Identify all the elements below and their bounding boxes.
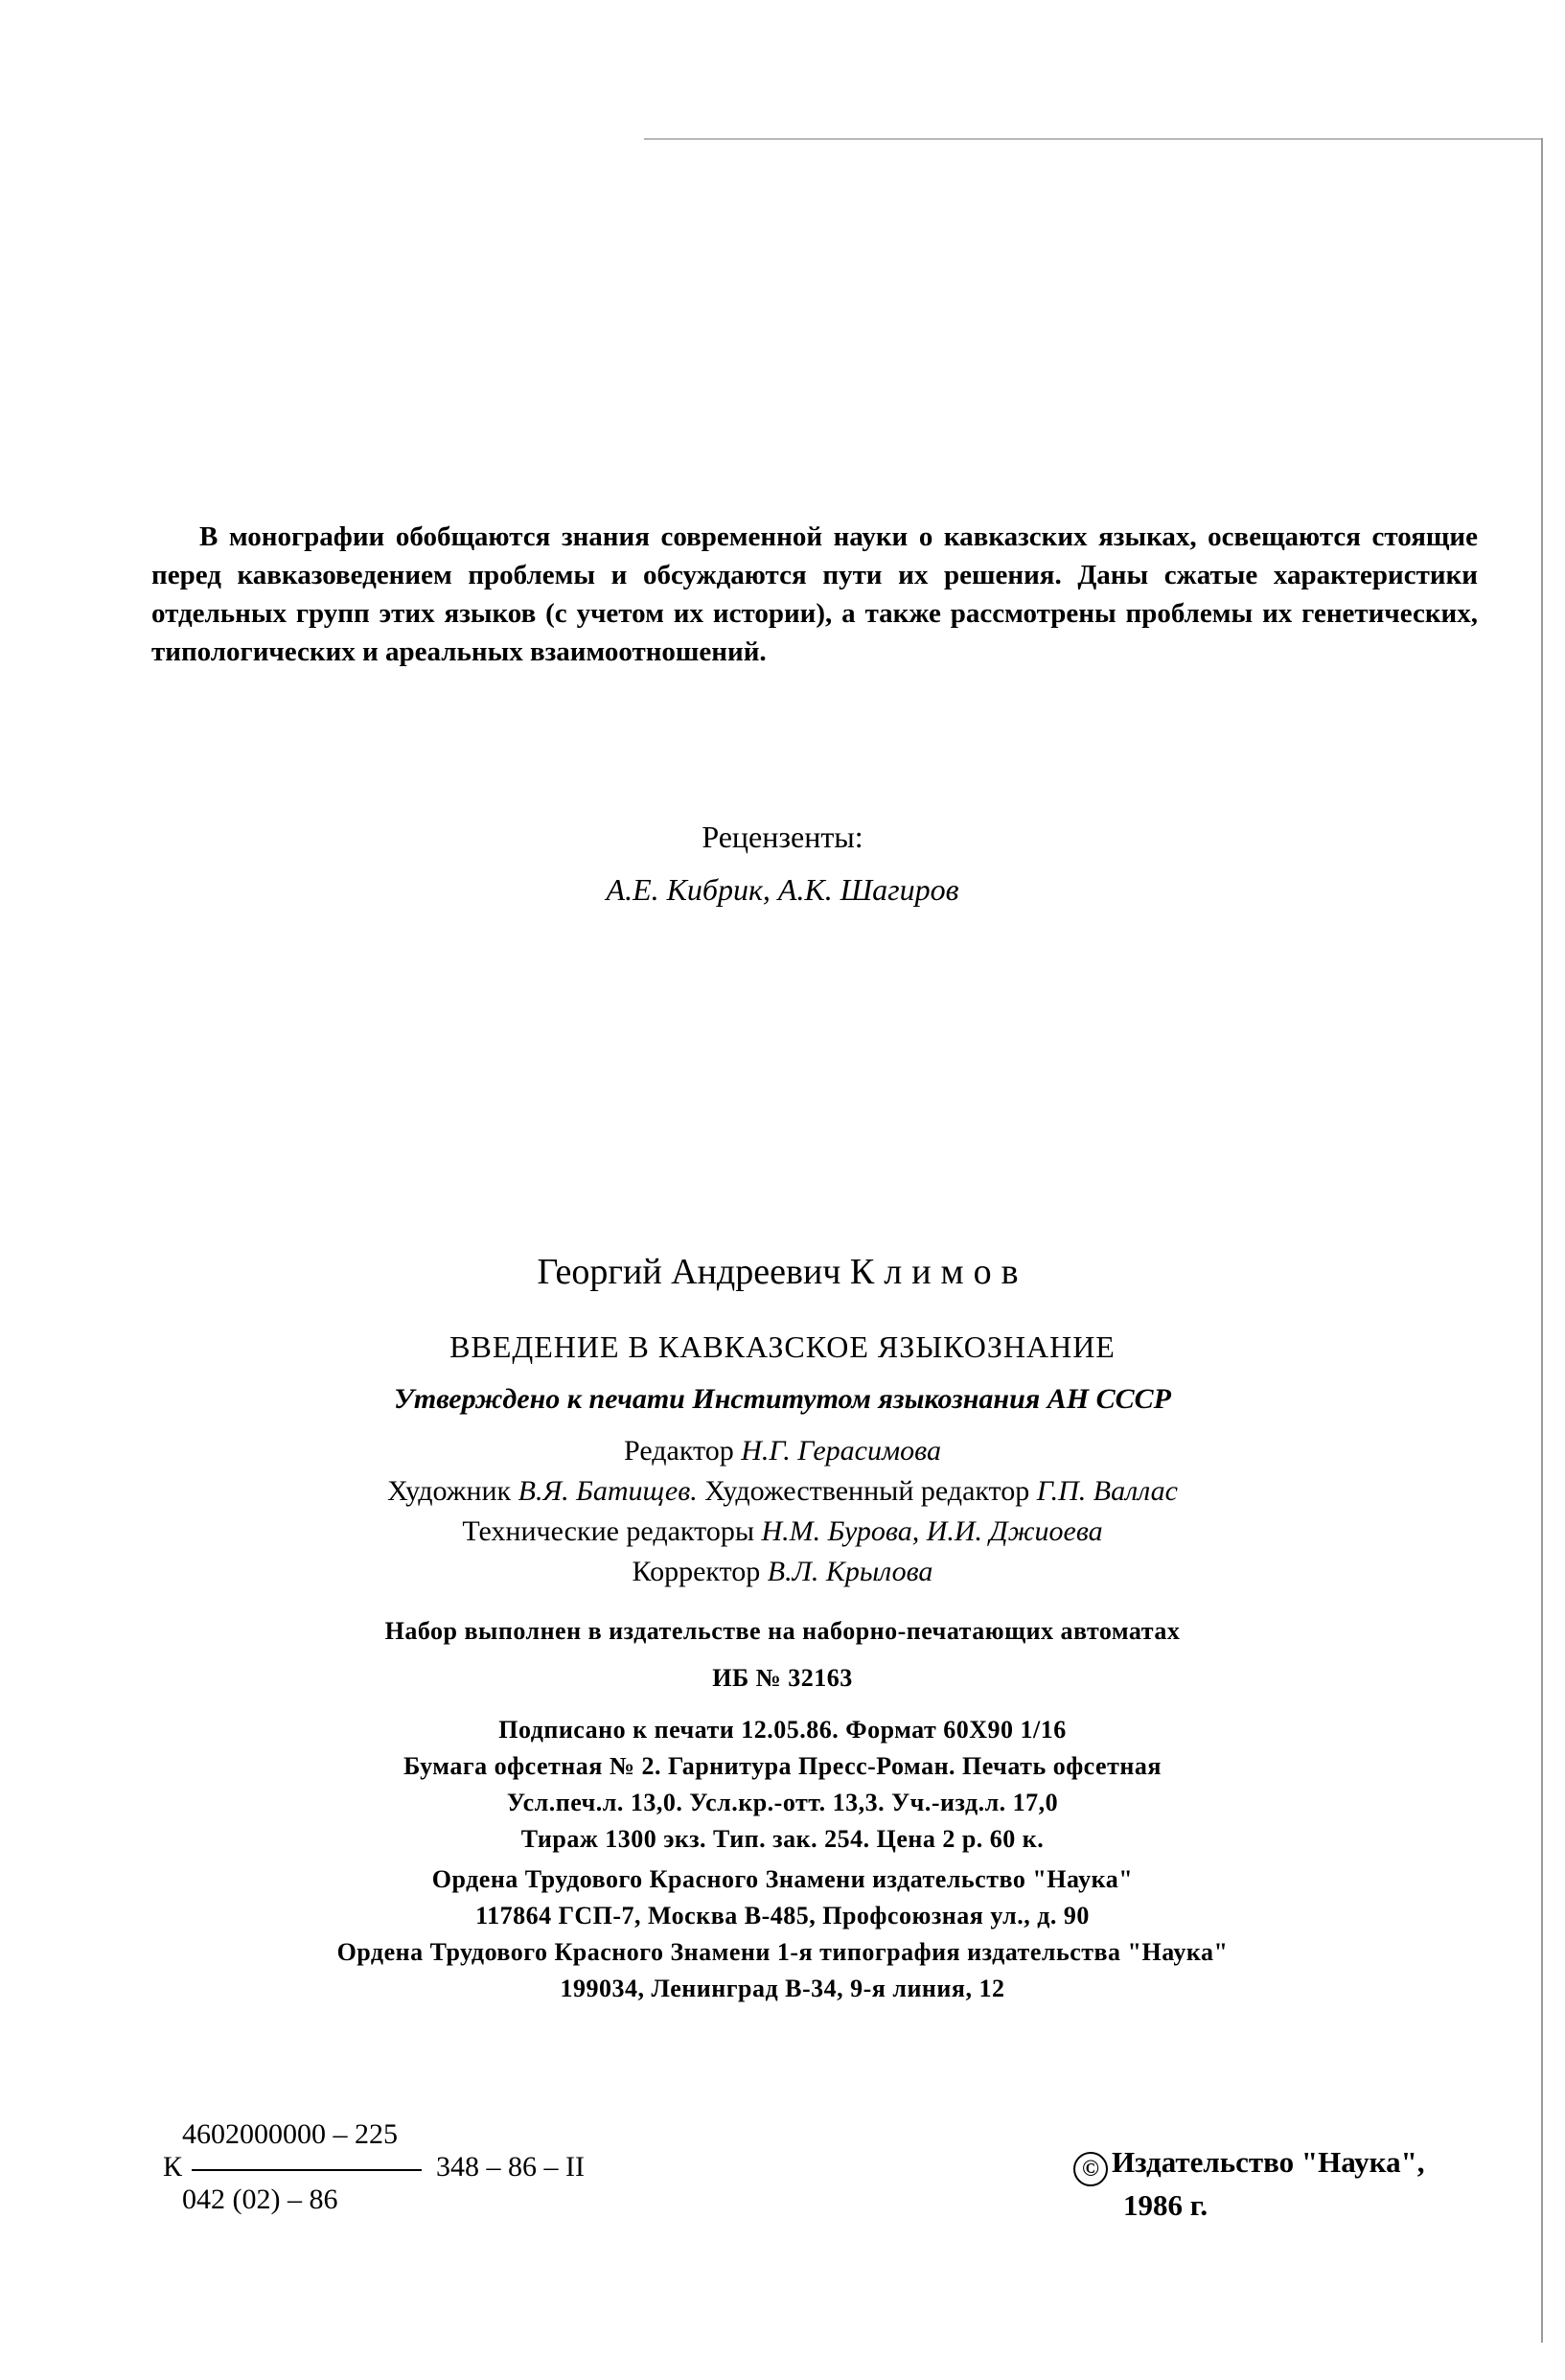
publisher-name: Ордена Трудового Красного Знамени издательство "Наука" — [431, 1865, 1134, 1893]
copyright-icon: © — [1073, 2152, 1108, 2186]
tech-editors-names: Н.М. Бурова, И.И. Джиоева — [761, 1515, 1103, 1547]
publisher-block — [0, 1861, 1565, 2007]
print-specs — [0, 1712, 1565, 1858]
approval-statement: Утверждено к печати Институтом языкознания АН СССР — [394, 1383, 1171, 1415]
paper-and-font: Бумага офсетная № 2. Гарнитура Пресс-Роман. Печать офсетная — [403, 1752, 1162, 1780]
editor-role: Редактор — [624, 1435, 734, 1467]
artist-name: В.Я. Батищев. — [518, 1475, 698, 1507]
classification-code — [163, 2118, 661, 2214]
printer-name: Ордена Трудового Красного Знамени 1-я типография издательства "Наука" — [336, 1938, 1229, 1966]
credit-editor — [0, 1431, 1565, 1471]
credit-tech-editors — [0, 1512, 1565, 1552]
tech-editors-role: Технические редакторы — [462, 1515, 754, 1547]
credit-proofreader — [0, 1552, 1565, 1592]
copyright-year: 1986 г. — [1123, 2188, 1208, 2222]
ib-number: ИБ № 32163 — [712, 1664, 853, 1692]
abstract-text: В монографии обобщаются знания современной науки о кавказских языках, освещаются стоящие перед кавказоведением проблемы и обсуждаются пути их решения. Даны сжатые характеристики отдельных групп этих языков (с учетом их истории), а также рассмотрены проблемы их генетических, типологических и ареальных взаимоотношений. — [151, 521, 1478, 667]
signed-for-print: Подписано к печати 12.05.86. Формат 60Х90 1/16 — [498, 1716, 1067, 1744]
publisher-address: 117864 ГСП-7, Москва В-485, Профсоюзная ул., д. 90 — [475, 1902, 1090, 1929]
author-given-names: Георгий Андреевич — [537, 1252, 841, 1292]
proofreader-role: Корректор — [632, 1556, 761, 1587]
reviewers-names: А.Е. Кибрик, А.К. Шагиров — [606, 872, 959, 907]
proofreader-name: В.Л. Крылова — [767, 1556, 933, 1587]
copyright-holder: Издательство "Наука", — [1112, 2145, 1425, 2179]
credit-artist — [0, 1471, 1565, 1512]
code-prefix: К — [163, 2151, 183, 2183]
code-fraction-bar — [192, 2169, 422, 2171]
typesetting-note: Набор выполнен в издательстве на наборно-печатающих автоматах — [384, 1617, 1181, 1645]
code-suffix: 348 – 86 – II — [436, 2151, 585, 2183]
copyright — [1073, 2143, 1425, 2225]
page-edge-top — [644, 138, 1543, 140]
art-editor-role: Художественный редактор — [704, 1475, 1030, 1507]
author-surname: Климов — [849, 1252, 1028, 1292]
book-title: ВВЕДЕНИЕ В КАВКАЗСКОЕ ЯЗЫКОЗНАНИЕ — [449, 1329, 1116, 1364]
code-numerator: 4602000000 – 225 — [182, 2118, 398, 2150]
print-run-and-price: Тираж 1300 экз. Тип. зак. 254. Цена 2 р. 60 к. — [520, 1825, 1045, 1853]
printer-address: 199034, Ленинград В-34, 9-я линия, 12 — [560, 1975, 1005, 2002]
credits — [0, 1431, 1565, 1592]
artist-role: Художник — [387, 1475, 512, 1507]
code-denominator: 042 (02) – 86 — [182, 2184, 338, 2215]
printed-sheets: Усл.печ.л. 13,0. Усл.кр.-отт. 13,3. Уч.-изд.л. 17,0 — [506, 1789, 1059, 1816]
editor-name: Н.Г. Герасимова — [741, 1435, 941, 1467]
page-edge-right — [1541, 138, 1543, 2343]
reviewers-label: Рецензенты: — [702, 820, 863, 854]
abstract — [151, 518, 1478, 671]
art-editor-name: Г.П. Валлас — [1036, 1475, 1178, 1507]
author-name — [0, 1249, 1565, 1295]
